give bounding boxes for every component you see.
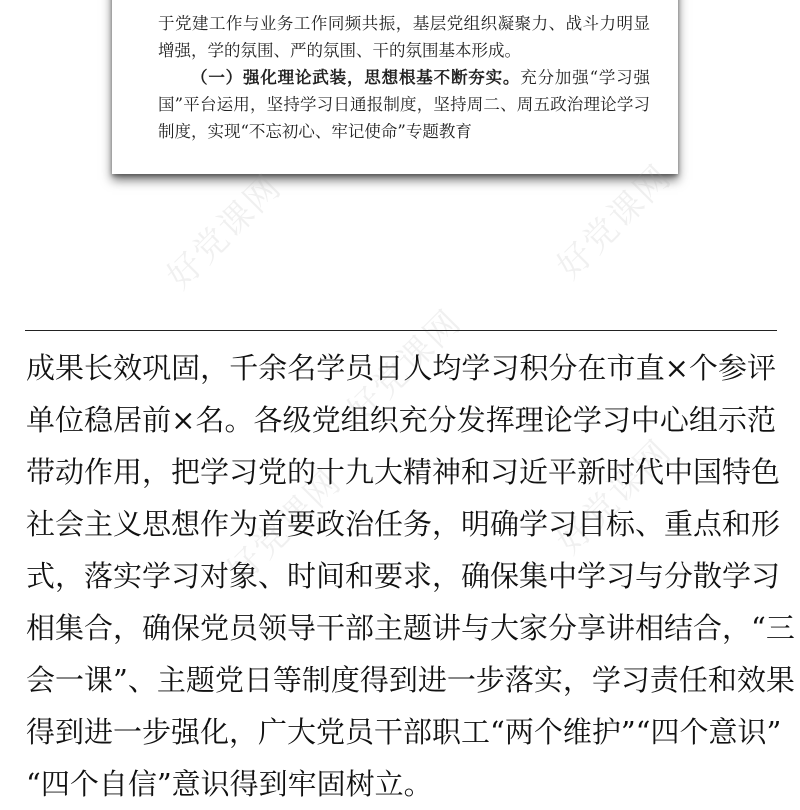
document-page-preview [112,0,678,174]
preview-paragraph-2-body: 充分加强“学习强国”平台运用，坚持学习日通报制度，坚持周二、周五政治理论学习制度，实现“不忘初心、牢记使命”专题教育 [158,68,651,141]
text-line: “四个自信”意识得到牢固树立。 [26,767,433,801]
watermark: 好党课网 [159,166,290,298]
watermark: 好党课网 [549,156,680,288]
watermark: 好党课网 [549,431,680,563]
section-divider [25,330,777,331]
enlarged-text-block [26,342,795,810]
text-line: 得到进一步强化，广大党员干部职工“两个维护”“四个意识” [26,715,782,749]
preview-paragraph-2 [158,64,650,145]
preview-text-block [158,10,650,145]
text-line: 会一课”、主题党日等制度得到进一步落实，学习责任和效果 [26,663,795,697]
text-line: 相集合，确保党员领导干部主题讲与大家分享讲相结合，“三 [26,611,795,645]
preview-paragraph-1: 于党建工作与业务工作同频共振，基层党组织凝聚力、战斗力明显增强，学的氛围、严的氛围、干的氛围基本形成。 [158,14,650,60]
text-line: 成果长效巩固，千余名学员日人均学习积分在市直×个参评 [26,351,776,385]
text-line: 社会主义思想作为首要政治任务，明确学习目标、重点和形 [26,507,781,541]
text-line: 式，落实学习对象、时间和要求，确保集中学习与分散学习 [26,559,781,593]
watermark: 好党课网 [339,301,470,433]
text-line: 带动作用，把学习党的十九大精神和习近平新时代中国特色 [26,455,781,489]
preview-section-heading: （一）强化理论武装，思想根基不断夯实。 [191,68,521,87]
watermark: 好党课网 [219,461,350,593]
text-line: 单位稳居前×名。各级党组织充分发挥理论学习中心组示范 [26,403,776,437]
